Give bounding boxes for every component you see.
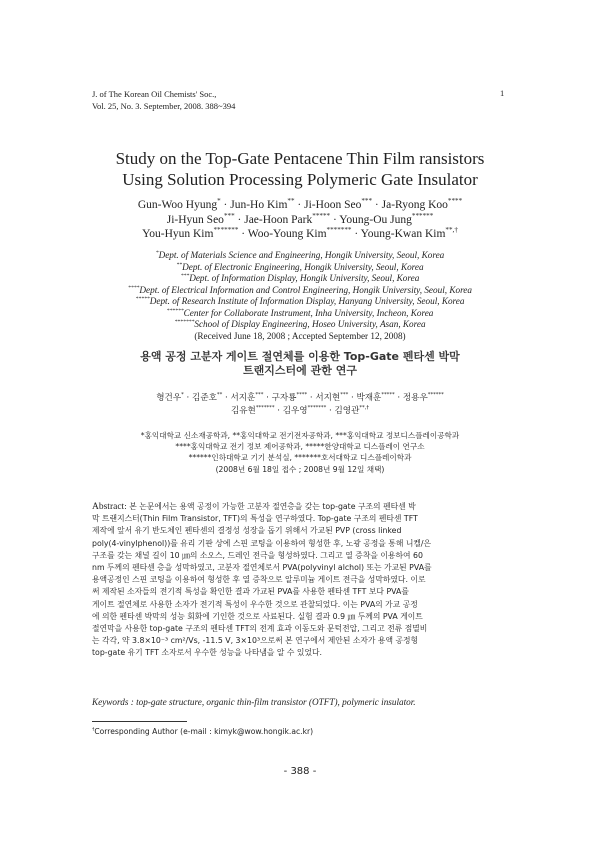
affiliation-text: Center for Collaborate Instrument, Inha University, Incheon, Korea bbox=[183, 307, 434, 318]
author-name: Ji-Hyun Seo bbox=[166, 213, 224, 226]
author-mark: ** bbox=[287, 197, 295, 206]
author-mark: *** bbox=[255, 392, 264, 399]
separator: · bbox=[397, 393, 401, 403]
abstract-line: 용액공정인 스핀 코팅을 이용하여 형성한 후 열 증착으로 알루미늄 게이트 전극을 성막하였다. 이로 bbox=[92, 575, 426, 585]
author-list bbox=[60, 198, 540, 242]
korean-title-line: 트랜지스터에 관한 연구 bbox=[243, 364, 357, 377]
author-name: Young-Kwan Kim bbox=[360, 228, 446, 240]
korean-affiliation-line: ****홍익대학교 전기 정보 제어공학과, *****한양대학교 디스플레이 연구소 bbox=[175, 442, 425, 452]
affiliation bbox=[60, 273, 540, 285]
author-mark: ****** bbox=[411, 211, 434, 220]
author-line bbox=[60, 198, 540, 213]
keywords bbox=[92, 697, 512, 707]
korean-author-line bbox=[60, 392, 540, 405]
abstract-line: 에 의한 펜타센 박막의 성능 회화에 기인한 것으로 사료된다. 실험 결과 0.9 ㎛ 두께의 PVA 게이트 bbox=[92, 611, 423, 621]
title-line: Using Solution Processing Polymeric Gate Insulator bbox=[122, 170, 478, 189]
author-mark: ******* bbox=[326, 226, 352, 235]
author-mark: ******* bbox=[213, 226, 239, 235]
separator: · bbox=[266, 393, 269, 403]
abstract-line: 게이트 절연체로 사용한 소자가 전기적 특성이 우수한 것으로 관찰되었다. 이는 PVA의 가교 공정 bbox=[92, 599, 418, 609]
author-mark: *** bbox=[361, 197, 373, 206]
author-mark: **,† bbox=[445, 226, 458, 235]
separator: · bbox=[329, 406, 332, 416]
abstract-line bbox=[92, 501, 512, 513]
abstract-label: Abstract bbox=[92, 502, 125, 512]
affiliation-text: Dept. of Electronic Engineering, Hongik University, Seoul, Korea bbox=[182, 261, 424, 272]
author-mark: **,† bbox=[359, 405, 370, 412]
author-name: 서지현 bbox=[315, 393, 341, 403]
abstract-line: 는 각각, 약 3.8×10⁻³ cm²/Vs, -11.5 V, 3×10³으로써 본 연구에서 제안된 소자가 용액 공정형 bbox=[92, 636, 419, 646]
abstract-line: 절연막을 사용한 top-gate 구조의 펜타센 TFT의 전계 효과 이동도와 문턱전압, 그리고 전류 점멸비 bbox=[92, 624, 428, 634]
affiliation-mark: * bbox=[155, 249, 159, 256]
author-mark: ******* bbox=[307, 405, 327, 412]
author-mark: ** bbox=[216, 392, 223, 399]
author-name: Jun-Ho Kim bbox=[230, 199, 288, 211]
abstract bbox=[92, 501, 512, 660]
abstract-line: top-gate 유기 TFT 소자로서 우수한 성능을 나타냄을 알 수 있었다. bbox=[92, 648, 322, 658]
affiliation-mark: ****** bbox=[166, 307, 184, 314]
keywords-text: : top-gate structure, organic thin-film transistor (OTFT), polymeric insulator. bbox=[128, 697, 416, 707]
author-mark: ***** bbox=[381, 392, 395, 399]
author-mark: ******* bbox=[255, 405, 275, 412]
keywords-label: Keywords bbox=[92, 697, 129, 707]
author-name: Gun-Woo Hyung bbox=[137, 199, 218, 211]
korean-author-list bbox=[60, 392, 540, 418]
author-name: You-Hyun Kim bbox=[142, 228, 214, 240]
korean-author-line bbox=[60, 405, 540, 418]
author-name: Woo-Young Kim bbox=[247, 228, 327, 240]
affiliation-mark: ***** bbox=[135, 295, 150, 302]
footnote-mark: † bbox=[92, 727, 95, 733]
abstract-line: 써 제작된 소자들의 전기적 특성을 확인한 결과 가교된 PVA를 사용한 펜타센 TFT 보다 PVA를 bbox=[92, 587, 409, 597]
author-name: 김준호 bbox=[192, 393, 217, 403]
affiliation-mark: ** bbox=[176, 261, 183, 268]
author-name: Young-Ou Jung bbox=[339, 213, 412, 226]
korean-affiliation-line: *홍익대학교 신소재공학과, **홍익대학교 전기전자공학과, ***홍익대학교 정보디스플레이공학과 bbox=[140, 431, 460, 440]
separator: · bbox=[374, 199, 379, 211]
author-name: 정용우 bbox=[402, 393, 428, 403]
affiliation bbox=[60, 285, 540, 297]
korean-affiliation-line: ******인하대학교 기기 분석실, *******호서대학교 디스플레이학과 bbox=[188, 453, 412, 463]
author-name: 형건우 bbox=[156, 393, 182, 403]
received-dates: (Received June 18, 2008 ; Accepted September 12, 2008) bbox=[194, 330, 406, 341]
footnote-divider bbox=[92, 721, 187, 722]
separator: · bbox=[186, 393, 190, 403]
abstract-line: 막 트랜지스터(Thin Film Transistor, TFT)의 특성을 연구하였다. Top-gate 구조의 펜타센 TFT bbox=[92, 514, 418, 524]
affiliation-mark: ******* bbox=[174, 318, 195, 325]
separator: · bbox=[223, 199, 228, 211]
author-name: 김유현 bbox=[230, 406, 256, 416]
korean-title-line: 용액 공정 고분자 게이트 절연체를 이용한 Top-Gate 펜타센 박막 bbox=[140, 350, 460, 363]
affiliation-mark: **** bbox=[128, 284, 140, 291]
separator: · bbox=[309, 393, 313, 403]
author-mark: *** bbox=[340, 392, 349, 399]
author-mark: ****** bbox=[427, 392, 444, 399]
journal-info bbox=[92, 88, 235, 112]
journal-name: J. of The Korean Oil Chemists' Soc., bbox=[92, 89, 217, 99]
author-name: Jae-Hoon Park bbox=[244, 213, 313, 226]
footnote bbox=[92, 727, 313, 736]
korean-received-dates: (2008년 6월 18일 접수 ; 2008년 9월 12일 채택) bbox=[215, 464, 385, 474]
author-name: 박재훈 bbox=[356, 393, 382, 403]
abstract-line: poly(4-vinylphenol))를 유리 기판 상에 스핀 코팅을 이용하여 형성한 후, 노광 공정을 통해 니켈/은 bbox=[92, 538, 432, 548]
separator: · bbox=[277, 406, 280, 416]
affiliation bbox=[60, 319, 540, 331]
abstract-line: 제작에 앞서 유기 반도체인 펜타센의 결정성 성장을 돕기 위해서 가교된 PVP (cross linked bbox=[92, 526, 402, 536]
author-name: Ji-Hoon Seo bbox=[304, 199, 362, 211]
affiliation bbox=[60, 296, 540, 308]
author-mark: * bbox=[217, 197, 221, 206]
footnote-text: Corresponding Author (e-mail : kimyk@wow.hongik.ac.kr) bbox=[94, 727, 314, 736]
korean-affiliation-list bbox=[60, 430, 540, 475]
separator: · bbox=[297, 199, 302, 211]
author-name: Ja-Ryong Koo bbox=[381, 199, 448, 211]
affiliation bbox=[60, 250, 540, 262]
separator: · bbox=[350, 393, 354, 403]
affiliation bbox=[60, 308, 540, 320]
affiliation-text: Dept. of Electrical Information and Control Engineering, Hongik University, Seoul, Korea bbox=[139, 284, 472, 295]
journal-volume: Vol. 25, No. 3. September, 2008. 388~394 bbox=[92, 101, 236, 111]
paper-title bbox=[60, 148, 540, 190]
affiliation-text: Dept. of Information Display, Hongik University, Seoul, Korea bbox=[189, 273, 420, 283]
author-mark: *** bbox=[223, 211, 235, 220]
separator: · bbox=[354, 228, 359, 240]
author-mark: **** bbox=[447, 197, 463, 206]
affiliation-text: School of Display Engineering, Hoseo University, Asan, Korea bbox=[194, 319, 426, 329]
title-line: Study on the Top-Gate Pentacene Thin Film ransistors bbox=[115, 149, 485, 168]
author-mark: **** bbox=[296, 392, 308, 399]
author-line bbox=[60, 213, 540, 228]
author-line bbox=[60, 227, 540, 242]
folio: - 388 - bbox=[283, 766, 317, 777]
author-name: 구자룡 bbox=[271, 393, 297, 403]
author-mark: * bbox=[181, 392, 184, 399]
separator: · bbox=[241, 228, 246, 240]
author-name: 서지훈 bbox=[230, 393, 256, 403]
separator: · bbox=[332, 213, 337, 226]
affiliation-text: Dept. of Research Institute of Information Display, Hanyang University, Seoul, Korea bbox=[149, 296, 465, 306]
affiliation-mark: *** bbox=[180, 272, 190, 279]
korean-title bbox=[60, 350, 540, 378]
abstract-line: nm 두께의 펜타센 층을 성막하였고, 고분자 절연체로서 PVA(polyvinyl alchol) 또는 가교된 PVA를 bbox=[92, 563, 432, 573]
abstract-text: : 본 논문에서는 용액 공정이 가능한 고분자 절연층을 갖는 top-gate 구조의 펜타센 박 bbox=[124, 502, 416, 511]
separator: · bbox=[224, 393, 228, 403]
affiliation-list bbox=[60, 250, 540, 342]
affiliation bbox=[60, 262, 540, 274]
author-mark: ***** bbox=[312, 211, 331, 220]
affiliation-text: Dept. of Materials Science and Engineering, Hongik University, Seoul, Korea bbox=[158, 250, 445, 260]
page-number: 1 bbox=[500, 88, 505, 98]
abstract-line: 구조를 갖는 채널 길이 10 ㎛의 소오스, 드레인 전극을 형성하였다. 그리고 열 증착을 이용하여 60 bbox=[92, 550, 423, 560]
separator: · bbox=[237, 213, 242, 226]
author-name: 김우영 bbox=[282, 406, 308, 416]
author-name: 김영관 bbox=[334, 406, 360, 416]
